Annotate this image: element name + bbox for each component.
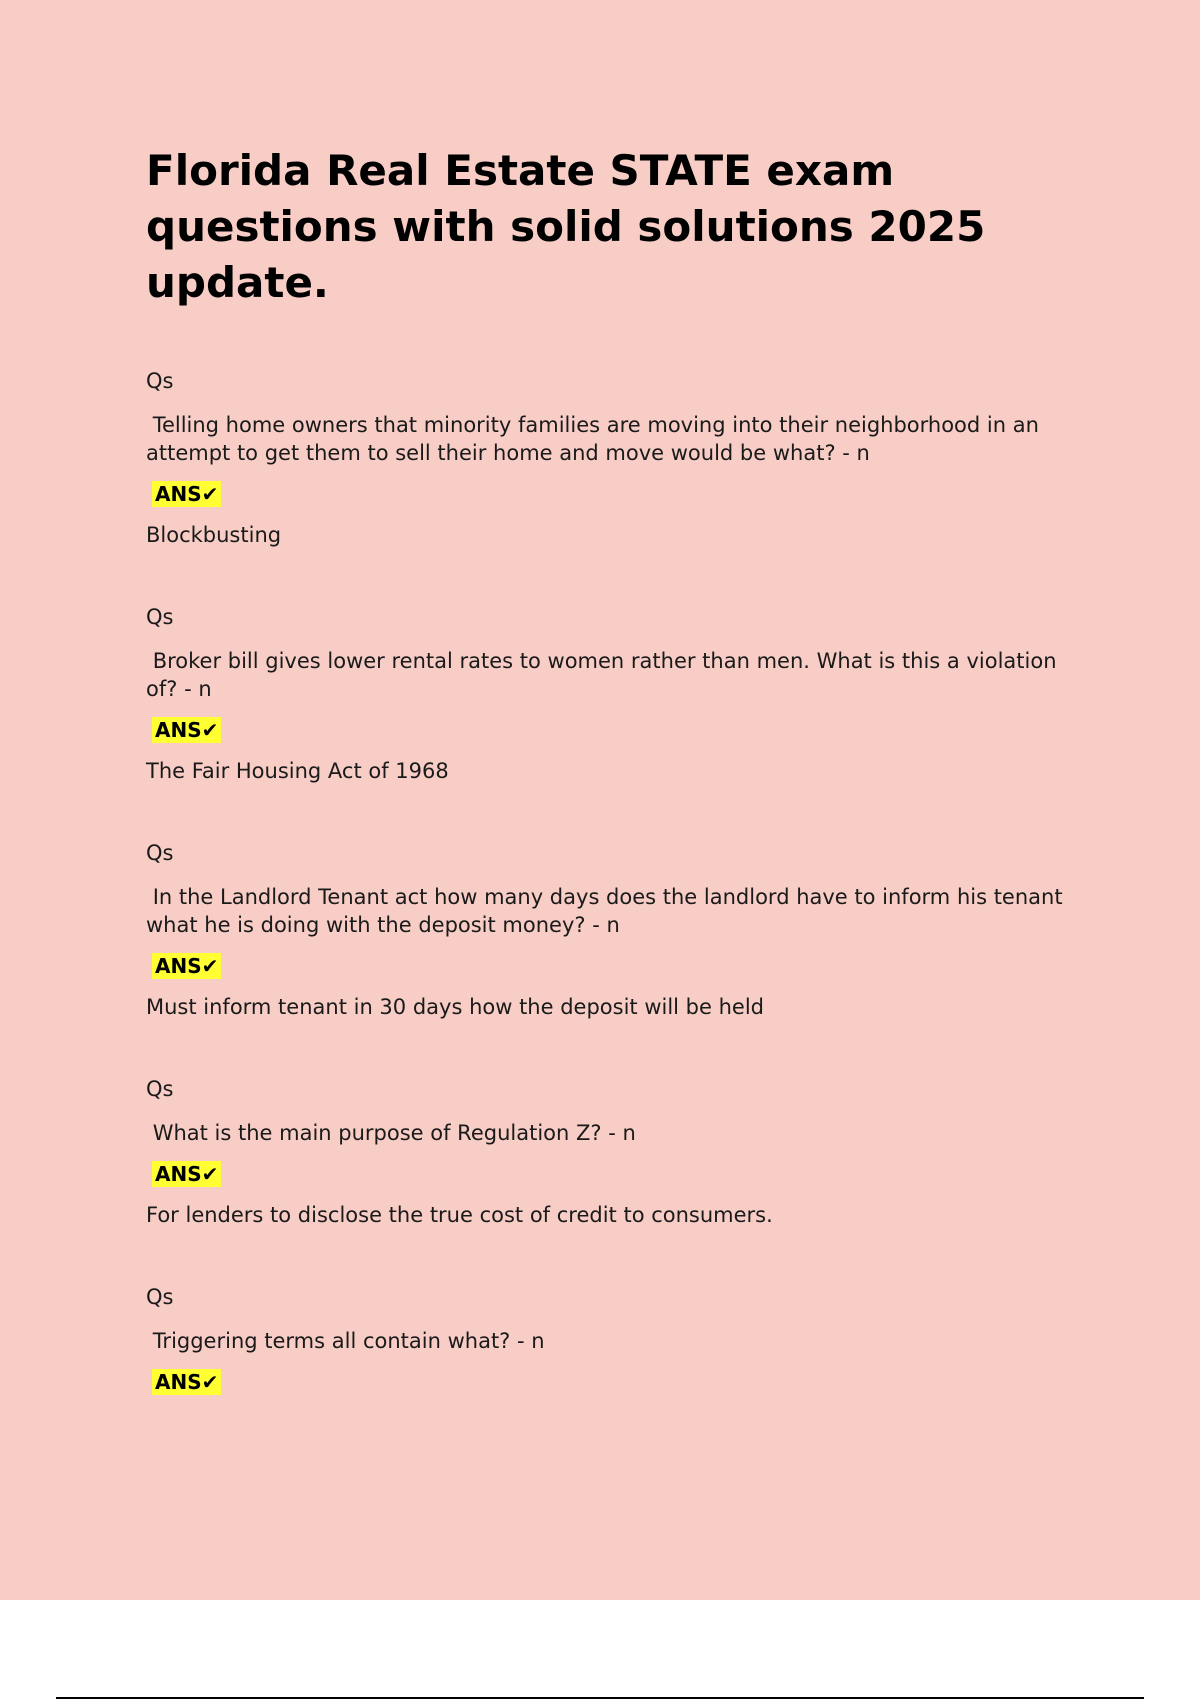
answer-text: The Fair Housing Act of 1968 (146, 759, 449, 783)
qs-label: Qs (146, 369, 174, 393)
qa-item-4 (146, 1075, 1086, 1229)
qa-list (146, 367, 1086, 1409)
qs-label: Qs (146, 841, 174, 865)
question-text: What is the main purpose of Regulation Z? - n (146, 1121, 636, 1145)
question-text: Triggering terms all contain what? - n (146, 1329, 545, 1353)
qs-label: Qs (146, 1285, 174, 1309)
document-title: Florida Real Estate STATE exam questions with solid solutions 2025 update. (146, 146, 986, 307)
qa-item-2 (146, 603, 1086, 785)
answer-text: For lenders to disclose the true cost of credit to consumers. (146, 1203, 773, 1227)
qa-item-1 (146, 367, 1086, 549)
ans-badge: ANS✔ (152, 1369, 221, 1395)
qs-label: Qs (146, 605, 174, 629)
answer-text: Must inform tenant in 30 days how the deposit will be held (146, 995, 765, 1019)
ans-badge: ANS✔ (152, 717, 221, 743)
document-content (146, 143, 1086, 1463)
question-text: In the Landlord Tenant act how many days does the landlord have to inform his tenant what he is doing with the deposit money? - n (146, 885, 1070, 937)
question-text: Broker bill gives lower rental rates to women rather than men. What is this a violation of? - n (146, 649, 1064, 701)
footer-divider (56, 1697, 1144, 1699)
question-text: Telling home owners that minority families are moving into their neighborhood in an attempt to get them to sell their home and move would be what? - n (146, 413, 1046, 465)
qs-label: Qs (146, 1077, 174, 1101)
ans-badge: ANS✔ (152, 953, 221, 979)
answer-text: Blockbusting (146, 523, 282, 547)
qa-item-5 (146, 1283, 1086, 1409)
ans-badge: ANS✔ (152, 481, 221, 507)
ans-badge: ANS✔ (152, 1161, 221, 1187)
qa-item-3 (146, 839, 1086, 1021)
